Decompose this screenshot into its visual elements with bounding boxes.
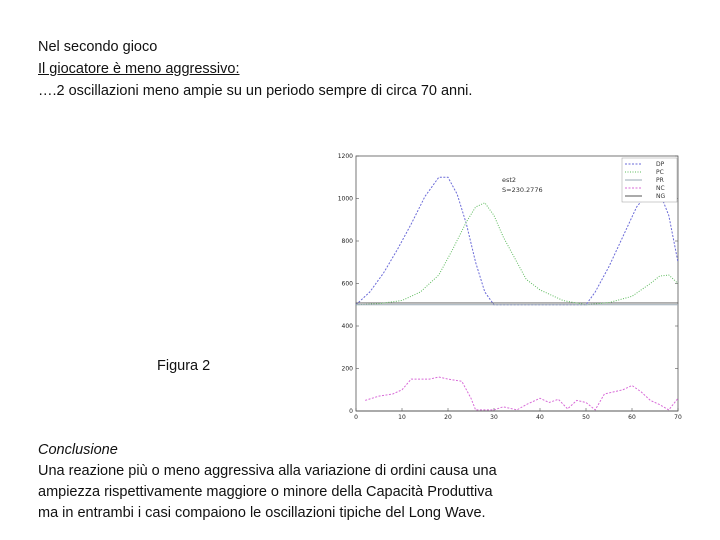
x-tick-label: 40 [536,414,544,421]
y-tick-label: 1200 [337,153,353,160]
x-tick-label: 0 [354,414,358,421]
y-tick-label: 200 [341,365,353,373]
conclusion-title: Conclusione [38,442,118,458]
x-tick-label: 60 [628,414,636,421]
y-tick-label: 800 [341,238,353,245]
conclusion-line: ma in entrambi i casi compaiono le oscillazioni tipiche del Long Wave. [38,505,486,521]
legend-label-nc: NC [656,185,665,192]
y-tick-label: 600 [341,280,353,288]
y-tick-label: 1000 [337,195,353,203]
x-tick-label: 10 [398,414,406,421]
annotation-line-1: est2 [502,176,517,184]
x-tick-label: 30 [490,414,498,421]
legend-label-ng: NG [656,193,666,200]
slide-description: ….2 oscillazioni meno ampie su un periodo sempre di circa 70 anni. [38,83,473,99]
annotation-line-2: S=230.2776 [502,186,543,194]
conclusion-line: ampiezza rispettivamente maggiore o minore della Capacità Produttiva [38,484,493,500]
y-tick-label: 0 [349,408,353,415]
slide-subtitle: Il giocatore è meno aggressivo: [38,61,240,77]
conclusion-line: Una reazione più o meno aggressiva alla variazione di ordini causa una [38,463,497,479]
legend-label-pc: PC [656,169,664,176]
slide-title: Nel secondo gioco [38,39,158,55]
x-tick-label: 50 [582,414,590,421]
x-tick-label: 70 [674,414,682,421]
legend-label-dp: DP [656,161,665,168]
conclusion-block [38,440,497,524]
y-tick-label: 400 [341,323,353,330]
legend-label-pr: PR [656,177,664,184]
oscillation-chart [330,148,690,430]
chart-legend [622,158,677,202]
x-tick-label: 20 [444,414,452,421]
figure-caption: Figura 2 [157,358,211,374]
bottom-plot-area [356,303,678,411]
